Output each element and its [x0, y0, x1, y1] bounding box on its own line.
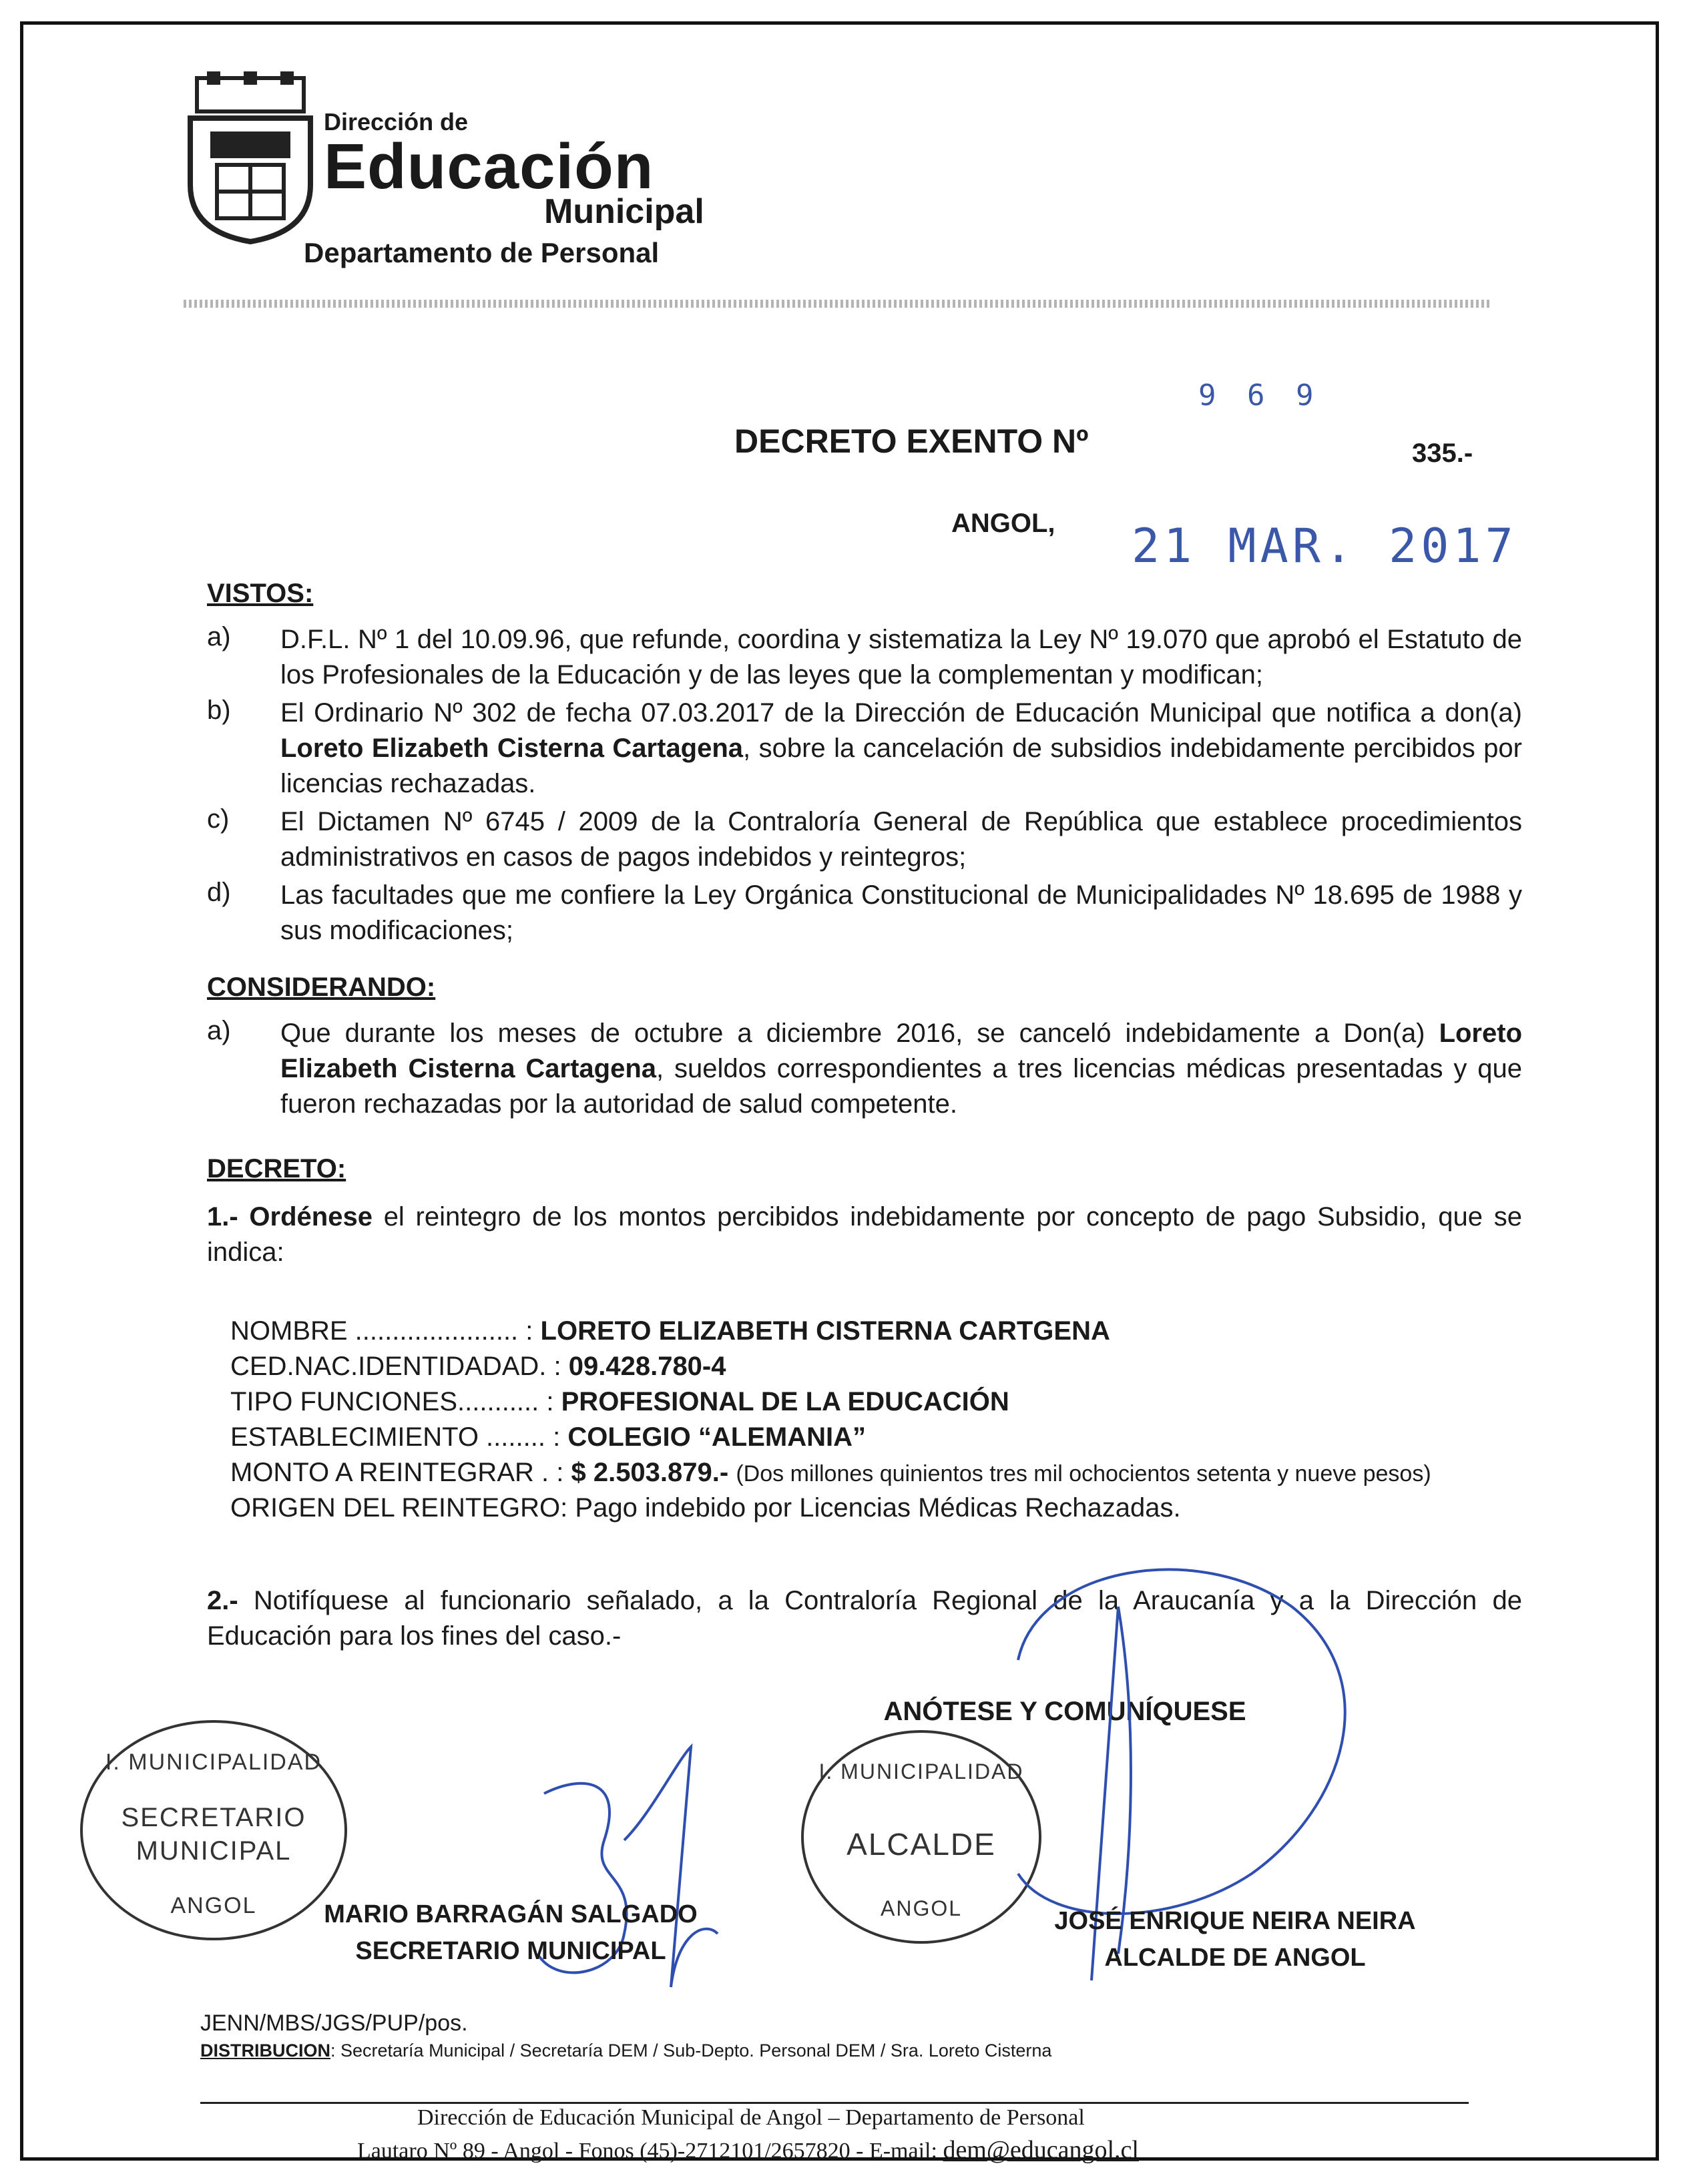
closing-text: ANÓTESE Y COMUNÍQUESE: [883, 1697, 1246, 1726]
vistos-d-text: Las facultades que me confiere la Ley Orgánica Constitucional de Municipalidades Nº 18.695 de 1988 y sus modificaciones;: [280, 880, 1522, 945]
seal-secretario-line1: SECRETARIO: [121, 1803, 306, 1832]
field-nombre: NOMBRE ...................... : LORETO ELIZABETH CISTERNA CARTGENA: [230, 1316, 1110, 1346]
vistos-b-letter: b): [207, 696, 231, 725]
stamped-date: 21 MAR. 2017: [1132, 519, 1517, 573]
place-label: ANGOL,: [951, 509, 1055, 538]
footer-email-link[interactable]: dem@educangol.cl: [943, 2136, 1139, 2164]
vistos-a-text: D.F.L. Nº 1 del 10.09.96, que refunde, coordina y sistematiza la Ley Nº 19.070 que aprobó el Estatuto de los Profesionales de la Educación y de las leyes que la complementan y modifican;: [280, 625, 1522, 690]
vistos-d-letter: d): [207, 878, 231, 907]
signer-right-name: JOSÉ ENRIQUE NEIRA NEIRA: [1054, 1907, 1416, 1935]
vistos-c-text: El Dictamen Nº 6745 / 2009 de la Contraloría General de República que establece procedimientos administrativos en casos de pagos indebidos y reintegros;: [280, 807, 1522, 872]
seal-secretario-top: I. MUNICIPALIDAD: [105, 1749, 322, 1775]
header-department: Departamento de Personal: [304, 237, 660, 268]
stamped-number: 9 6 9: [1198, 378, 1320, 413]
municipal-crest-icon: [184, 71, 317, 245]
considerando-heading: CONSIDERANDO:: [207, 973, 436, 1002]
seal-alcalde-bottom: ANGOL: [880, 1896, 963, 1920]
footer-line-1: Dirección de Educación Municipal de Angol – Departamento de Personal: [417, 2105, 1085, 2130]
field-origen: ORIGEN DEL REINTEGRO: Pago indebido por Licencias Médicas Rechazadas.: [230, 1493, 1181, 1523]
decree-title: DECRETO EXENTO Nº: [734, 423, 1089, 460]
decree-number: 335.-: [1412, 439, 1473, 468]
footer-line-2: Lautaro Nº 89 - Angol - Fonos (45)-2712101/2657820 - E-mail: dem@educangol.cl: [357, 2136, 1139, 2164]
signature-left-icon: [424, 1733, 771, 2014]
decreto-heading: DECRETO:: [207, 1154, 346, 1183]
seal-alcalde-mid: ALCALDE: [847, 1827, 996, 1862]
decreto-paragraph-1: 1.- Ordénese el reintegro de los montos percibidos indebidamente por concepto de pago Subsidio, que se indica:: [207, 1202, 1522, 1267]
seal-secretario-line2: MUNICIPAL: [136, 1836, 292, 1866]
vistos-b-text: El Ordinario Nº 302 de fecha 07.03.2017 de la Dirección de Educación Municipal que notifica a don(a) Loreto Elizabeth Cisterna Cartagena, sobre la cancelación de subsidios indebidamente percibidos por licencias rechazadas.: [280, 698, 1522, 798]
seal-secretario-bottom: ANGOL: [170, 1893, 257, 1918]
vistos-a-letter: a): [207, 622, 231, 651]
vistos-c-letter: c): [207, 804, 230, 834]
field-establecimiento: ESTABLECIMIENTO ........ : COLEGIO “ALEMANIA”: [230, 1422, 866, 1452]
signer-right-role: ALCALDE DE ANGOL: [1104, 1944, 1366, 1972]
header-line-1: Dirección de: [324, 108, 469, 135]
field-tipo-funciones: TIPO FUNCIONES........... : PROFESIONAL DE LA EDUCACIÓN: [230, 1387, 1009, 1416]
signer-left-role: SECRETARIO MUNICIPAL: [355, 1937, 666, 1965]
considerando-a-text: Que durante los meses de octubre a diciembre 2016, se canceló indebidamente a Don(a) Loreto Elizabeth Cisterna Cartagena, sueldos correspondientes a tres licencias médicas presentadas y que fueron rechazadas por la autoridad de salud competente.: [280, 1019, 1522, 1119]
signer-left-name: MARIO BARRAGÁN SALGADO: [324, 1900, 698, 1928]
initials: JENN/MBS/JGS/PUP/pos.: [200, 2010, 468, 2036]
decreto-paragraph-2: 2.- Notifíquese al funcionario señalado, a la Contraloría Regional de la Araucanía y a la Dirección de Educación para los fines del caso.-: [207, 1586, 1522, 1651]
field-monto: MONTO A REINTEGRAR . : $ 2.503.879.- (Dos millones quinientos tres mil ochocientos setenta y nueve pesos): [230, 1458, 1431, 1487]
seal-alcalde-top: I. MUNICIPALIDAD: [818, 1759, 1024, 1784]
considerando-a-letter: a): [207, 1016, 231, 1045]
distribution-line: DISTRIBUCION: Secretaría Municipal / Secretaría DEM / Sub-Depto. Personal DEM / Sra. Loreto Cisterna: [200, 2040, 1052, 2061]
document-page: [20, 21, 1659, 2164]
header-line-2: Educación: [324, 131, 654, 202]
header-divider: [184, 300, 1492, 308]
vistos-heading: VISTOS:: [207, 579, 314, 608]
header-line-3: Municipal: [544, 192, 704, 231]
footer-divider: [200, 2102, 1469, 2104]
field-cedula: CED.NAC.IDENTIDADAD. : 09.428.780-4: [230, 1352, 726, 1381]
